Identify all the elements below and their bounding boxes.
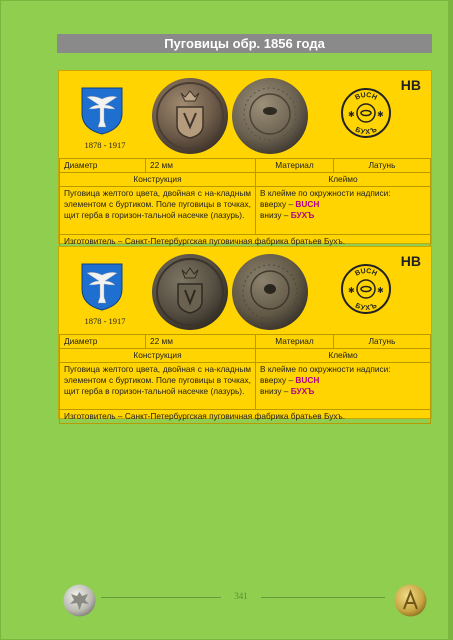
svg-text:BUCH — [354, 268, 378, 278]
construction-description: Пуговица желтого цвета, двойная с на-кладным элементом с буртиком. Поле пуговицы в точках, щит герба в горизон-тальной насечке (лазурь). — [60, 187, 256, 235]
button-back-photo — [231, 253, 309, 331]
mark-bottom-line — [260, 210, 426, 221]
mark-top-prefix: вверху – — [260, 375, 294, 385]
maker-mark-stamp — [340, 263, 392, 315]
mark-description — [256, 363, 431, 410]
diameter-value: 22 мм — [146, 335, 256, 349]
mark-top-prefix: вверху – — [260, 199, 294, 209]
footer-rule-left — [101, 597, 221, 598]
svg-text:BUCH — [354, 92, 378, 102]
rarity-badge: НВ — [400, 77, 421, 93]
material-value: Латунь — [334, 335, 431, 349]
maker-line: Изготовитель – Санкт-Петербургская пуговичная фабрика братьев Бухъ. — [60, 410, 431, 424]
mark-intro: В клейме по окружности надписи: — [260, 188, 391, 198]
svg-text:✱: ✱ — [348, 286, 355, 295]
mark-top-line — [260, 375, 426, 386]
maker-line: Изготовитель – Санкт-Петербургская пуговичная фабрика братьев Бухъ. — [60, 235, 431, 249]
button-info-table — [59, 334, 431, 424]
footer-rule-right — [261, 597, 385, 598]
years-label: 1878 - 1917 — [84, 316, 126, 326]
mark-label: Клеймо — [256, 173, 431, 187]
stamp-top-text: BUCH — [354, 267, 378, 278]
button-back-photo — [231, 77, 309, 155]
years-label: 1878 - 1917 — [84, 140, 126, 150]
rarity-badge: НВ — [400, 253, 421, 269]
mark-bottom-value: БУХЪ — [290, 210, 315, 220]
mark-top-value: BUCH — [295, 375, 320, 385]
page-edge — [448, 1, 452, 640]
svg-text:✱: ✱ — [377, 110, 384, 119]
mark-intro: В клейме по окружности надписи: — [260, 364, 391, 374]
button-front-photo — [151, 253, 229, 331]
diameter-label: Диаметр — [60, 335, 146, 349]
diameter-value: 22 мм — [146, 159, 256, 173]
mark-bottom-value: БУХЪ — [290, 386, 315, 396]
footer-monogram-emblem-icon — [394, 584, 427, 617]
mark-top-line — [260, 199, 426, 210]
material-label: Материал — [256, 335, 334, 349]
mark-bottom-prefix: внизу – — [260, 386, 289, 396]
diameter-label: Диаметр — [60, 159, 146, 173]
page-title: Пуговицы обр. 1856 года — [57, 34, 432, 53]
button-front-photo — [151, 77, 229, 155]
button-info-table — [59, 158, 431, 249]
material-value: Латунь — [334, 159, 431, 173]
footer-eagle-emblem-icon — [63, 584, 96, 617]
button-card-2 — [58, 246, 432, 419]
svg-text:✱: ✱ — [377, 286, 384, 295]
construction-label: Конструкция — [60, 173, 256, 187]
mark-top-value: BUCH — [295, 199, 320, 209]
card-images — [59, 71, 431, 158]
svg-text:✱: ✱ — [348, 110, 355, 119]
page-number: 341 — [234, 591, 248, 601]
coat-of-arms-icon — [81, 263, 123, 311]
maker-mark-stamp — [340, 87, 392, 139]
stamp-bottom-text: БУХЪ — [353, 302, 378, 313]
card-images — [59, 247, 431, 334]
mark-bottom-prefix: внизу – — [260, 210, 289, 220]
button-card-1 — [58, 70, 432, 244]
stamp-bottom-text: БУХЪ — [353, 126, 378, 137]
construction-label: Конструкция — [60, 349, 256, 363]
material-label: Материал — [256, 159, 334, 173]
mark-bottom-line — [260, 386, 426, 397]
mark-label: Клеймо — [256, 349, 431, 363]
mark-description — [256, 187, 431, 235]
coat-of-arms-icon — [81, 87, 123, 135]
stamp-top-text: BUCH — [354, 91, 378, 102]
construction-description: Пуговица желтого цвета, двойная с на-кладным элементом с буртиком. Поле пуговицы в точках, щит герба в горизон-тальной насечке (лазурь). — [60, 363, 256, 410]
